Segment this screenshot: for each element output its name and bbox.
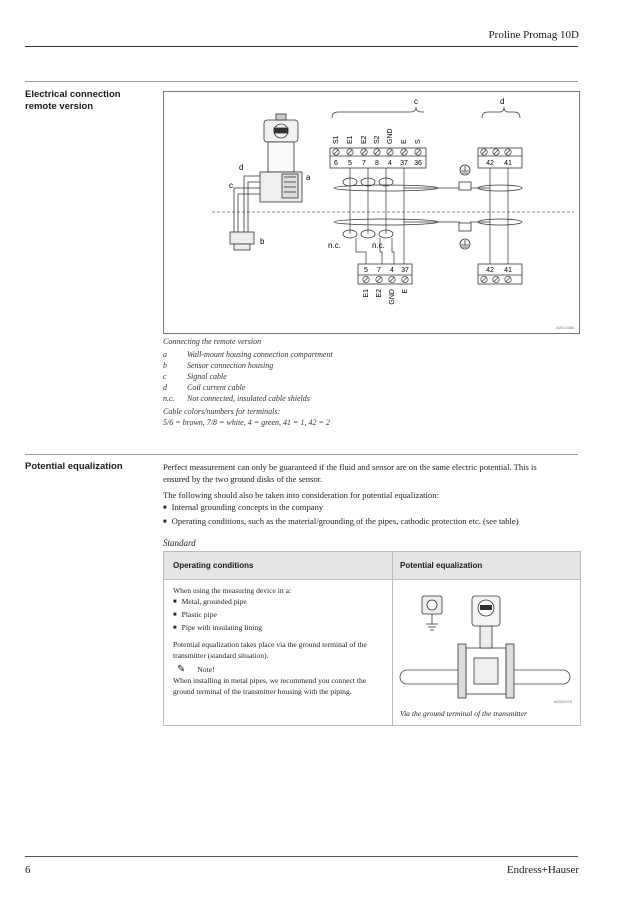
- ground-symbol-top: [460, 165, 470, 175]
- label-d: d: [239, 163, 244, 172]
- cable-shield-ellipses: [334, 178, 522, 238]
- table-figure-code: A0004375: [553, 699, 572, 704]
- coil-bottom-number: 42: [486, 267, 494, 274]
- legend-item: n.c. Not connected, insulated cable shields: [163, 394, 310, 403]
- top-signal-label: S1: [333, 135, 340, 144]
- sensor-housing-drawing: [230, 232, 254, 250]
- top-signal-label: E1: [347, 135, 354, 144]
- legend-list: [163, 350, 333, 405]
- table-header-operating: Operating conditions: [173, 561, 254, 570]
- note-row: [173, 664, 388, 675]
- section-title-line1: Electrical connection: [25, 89, 121, 100]
- label-c: c: [229, 181, 233, 190]
- bottom-signal-label: GND: [389, 289, 396, 305]
- note-label: Note!: [197, 665, 215, 674]
- header-title: Proline Promag 10D: [488, 29, 579, 41]
- coil-bottom-number: 41: [504, 267, 512, 274]
- top-signal-labels: [333, 128, 422, 144]
- cable-colors-line2: 5/6 = brown, 7/8 = white, 4 = green, 41 = 1, 42 = 2: [163, 418, 330, 427]
- top-terminal-number: 6: [334, 160, 338, 167]
- top-signal-label: E2: [361, 135, 368, 144]
- top-signal-label: S2: [374, 135, 381, 144]
- table-column-divider: [392, 552, 393, 725]
- legend-item: c Signal cable: [163, 372, 227, 381]
- top-terminal-number: 5: [348, 160, 352, 167]
- bottom-terminal-number: 5: [364, 267, 368, 274]
- wiring-diagram: [163, 91, 580, 334]
- table-header-equalization: Potential equalization: [400, 561, 483, 570]
- bottom-terminal-number: 7: [377, 267, 381, 274]
- ground-symbol-bottom: [460, 239, 470, 249]
- legend-item: a Wall-mount housing connection compartment: [163, 350, 333, 359]
- table-header-row: [164, 552, 580, 580]
- cable-group-left: [234, 176, 260, 234]
- table-bullet: ■ Plastic pipe: [173, 609, 388, 622]
- figure-code: A0011985: [556, 325, 574, 330]
- legend-item: b Sensor connection housing: [163, 361, 274, 370]
- bullet-item: ■ Internal grounding concepts in the company: [163, 501, 581, 515]
- grounding-figure-svg: [396, 582, 576, 707]
- section-rule-electrical: [25, 81, 578, 82]
- wiring-diagram-svg: [164, 92, 579, 333]
- footer-brand: Endress+Hauser: [506, 864, 579, 876]
- coil-top-number: 41: [504, 160, 512, 167]
- top-terminal-number: 8: [375, 160, 379, 167]
- note-pencil-icon: ✎: [177, 664, 186, 675]
- standard-label: Standard: [163, 538, 196, 548]
- potential-table: [163, 551, 581, 726]
- section-rule-potential: [25, 454, 578, 455]
- bottom-terminal-number: 4: [390, 267, 394, 274]
- coil-top-number: 42: [486, 160, 494, 167]
- table-figure-caption: Via the ground terminal of the transmitter: [400, 709, 527, 718]
- table-cell-conditions: When using the measuring device in a: ■ Metal, grounded pipe ■ Plastic pipe ■ Pipe with insulating lining Potential equalization takes place via the ground terminal of the transmitter (standard situation). ✎ Note! When installing in metal pipes, we recommend you connect the ground terminal of the transmitter housing with the piping.: [173, 585, 388, 697]
- figure-caption: Connecting the remote version: [163, 337, 262, 346]
- bottom-signal-label: E2: [376, 289, 383, 298]
- bottom-signal-labels: [363, 289, 409, 305]
- bottom-signal-label: E: [402, 289, 409, 294]
- footer-rule: [25, 856, 578, 857]
- top-signal-label: GND: [387, 128, 394, 144]
- page-number: 6: [25, 864, 31, 876]
- table-bullet: ■ Metal, grounded pipe: [173, 596, 388, 609]
- bottom-terminal-number: 37: [401, 267, 409, 274]
- section-title-potential: Potential equalization: [25, 461, 123, 472]
- label-d-top: d: [500, 97, 505, 106]
- potential-paragraph-2: The following should also be taken into consideration for potential equalization:: [163, 490, 439, 500]
- label-nc-1: n.c.: [328, 241, 341, 250]
- grounding-figure: [396, 582, 576, 712]
- potential-bullets: [163, 501, 581, 529]
- section-title-electrical: [25, 89, 121, 113]
- section-title-line2: remote version: [25, 101, 94, 112]
- potential-paragraph-1: Perfect measurement can only be guaranteed if the fluid and sensor are on the same electric potential. This is ensured by the two ground disks of the sensor.: [163, 462, 537, 484]
- label-a: a: [306, 173, 311, 182]
- top-terminal-number: 37: [400, 160, 408, 167]
- bullet-item: ■ Operating conditions, such as the material/grounding of the pipes, cathodic protection etc. (see table): [163, 515, 581, 529]
- top-terminal-number: 36: [414, 160, 422, 167]
- cable-colors-line1: Cable colors/numbers for terminals:: [163, 407, 281, 416]
- top-terminal-number: 4: [388, 160, 392, 167]
- transmitter-housing-drawing: [260, 114, 302, 202]
- table-bullet: ■ Pipe with insulating lining: [173, 622, 388, 635]
- label-b: b: [260, 237, 265, 246]
- top-signal-label: E: [401, 139, 408, 144]
- legend-item: d Coil current cable: [163, 383, 246, 392]
- header-rule: [25, 46, 578, 47]
- label-c-top: c: [414, 97, 418, 106]
- top-terminal-number: 7: [362, 160, 366, 167]
- top-signal-label: S: [415, 139, 422, 144]
- label-nc-2: n.c.: [372, 241, 385, 250]
- bottom-signal-label: E1: [363, 289, 370, 298]
